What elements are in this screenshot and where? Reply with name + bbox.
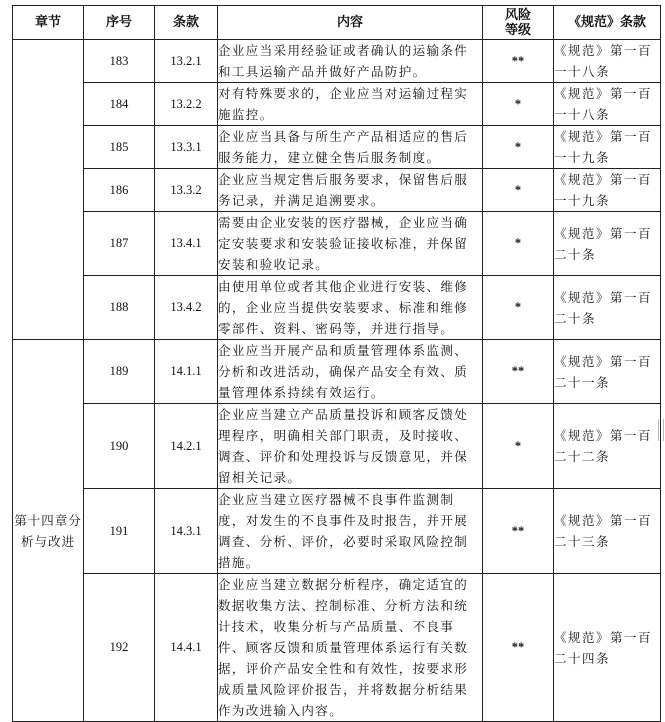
clause-cell: 13.3.1 (155, 126, 218, 169)
content-cell: 企业应当建立产品质量投诉和顾客反馈处理程序，明确相关部门职责，及时接收、调查、评价和处理投诉与反馈意见，并保留相关记录。 (218, 404, 483, 489)
clause-cell: 14.4.1 (155, 574, 218, 722)
clause-cell: 13.3.2 (155, 169, 218, 212)
reference-cell: 《规范》第一百一十八条 (554, 83, 661, 126)
page-edge-mark (658, 419, 664, 441)
clause-cell: 13.2.1 (155, 40, 218, 83)
content-cell: 对有特殊要求的，企业应当对运输过程实施监控。 (218, 83, 483, 126)
header-clause: 条款 (155, 6, 218, 40)
reference-cell: 《规范》第一百一十九条 (554, 126, 661, 169)
reference-cell: 《规范》第一百二十条 (554, 276, 661, 340)
clause-cell: 14.3.1 (155, 489, 218, 574)
risk-cell: ** (483, 489, 554, 574)
clause-cell: 14.1.1 (155, 340, 218, 404)
reference-cell: 《规范》第一百二十一条 (554, 340, 661, 404)
reference-cell: 《规范》第一百二十二条 (554, 404, 661, 489)
seq-cell: 190 (84, 404, 155, 489)
seq-cell: 183 (84, 40, 155, 83)
table-row (13, 169, 661, 212)
seq-cell: 192 (84, 574, 155, 722)
table-row (13, 404, 661, 489)
clause-cell: 14.2.1 (155, 404, 218, 489)
table-row (13, 126, 661, 169)
requirements-table (12, 5, 661, 722)
table-row (13, 574, 661, 722)
reference-cell: 《规范》第一百二十三条 (554, 489, 661, 574)
reference-cell: 《规范》第一百二十四条 (554, 574, 661, 722)
header-reference: 《规范》条款 (554, 6, 661, 40)
clause-cell: 13.2.2 (155, 83, 218, 126)
seq-cell: 186 (84, 169, 155, 212)
risk-cell: * (483, 83, 554, 126)
clause-cell: 13.4.1 (155, 212, 218, 276)
content-cell: 企业应当开展产品和质量管理体系监测、分析和改进活动，确保产品安全有效、质量管理体系持续有效运行。 (218, 340, 483, 404)
chapter-cell-empty (13, 40, 84, 340)
reference-cell: 《规范》第一百二十条 (554, 212, 661, 276)
table-row (13, 40, 661, 83)
content-cell: 企业应当具备与所生产产品相适应的售后服务能力，建立健全售后服务制度。 (218, 126, 483, 169)
header-seq: 序号 (84, 6, 155, 40)
header-content: 内容 (218, 6, 483, 40)
seq-cell: 189 (84, 340, 155, 404)
header-row (13, 6, 661, 40)
seq-cell: 185 (84, 126, 155, 169)
risk-cell: * (483, 404, 554, 489)
seq-cell: 188 (84, 276, 155, 340)
chapter-cell: 第十四章分析与改进 (13, 340, 84, 722)
risk-cell: * (483, 212, 554, 276)
table-row (13, 212, 661, 276)
seq-cell: 187 (84, 212, 155, 276)
risk-cell: ** (483, 340, 554, 404)
table-row (13, 489, 661, 574)
seq-cell: 191 (84, 489, 155, 574)
risk-cell: ** (483, 40, 554, 83)
table-row (13, 83, 661, 126)
reference-cell: 《规范》第一百一十八条 (554, 40, 661, 83)
table-row (13, 340, 661, 404)
header-risk: 风险 等级 (483, 6, 554, 40)
content-cell: 企业应当采用经验证或者确认的运输条件和工具运输产品并做好产品防护。 (218, 40, 483, 83)
content-cell: 企业应当建立医疗器械不良事件监测制度，对发生的不良事件及时报告，并开展调查、分析、评价，必要时采取风险控制措施。 (218, 489, 483, 574)
risk-cell: * (483, 169, 554, 212)
risk-cell: * (483, 276, 554, 340)
risk-cell: * (483, 126, 554, 169)
content-cell: 企业应当建立数据分析程序，确定适宜的数据收集方法、控制标准、分析方法和统计技术，收集分析与产品质量、不良事件、顾客反馈和质量管理体系运行有关数据，评价产品安全性和有效性，按要求形成质量风险评价报告，并将数据分析结果作为改进输入内容。 (218, 574, 483, 722)
header-chapter: 章节 (13, 6, 84, 40)
seq-cell: 184 (84, 83, 155, 126)
clause-cell: 13.4.2 (155, 276, 218, 340)
reference-cell: 《规范》第一百一十九条 (554, 169, 661, 212)
content-cell: 由使用单位或者其他企业进行安装、维修的，企业应当提供安装要求、标准和维修零部件、资料、密码等，并进行指导。 (218, 276, 483, 340)
risk-cell: ** (483, 574, 554, 722)
content-cell: 需要由企业安装的医疗器械，企业应当确定安装要求和安装验证接收标准，并保留安装和验收记录。 (218, 212, 483, 276)
content-cell: 企业应当规定售后服务要求，保留售后服务记录，并满足追溯要求。 (218, 169, 483, 212)
table-row (13, 276, 661, 340)
